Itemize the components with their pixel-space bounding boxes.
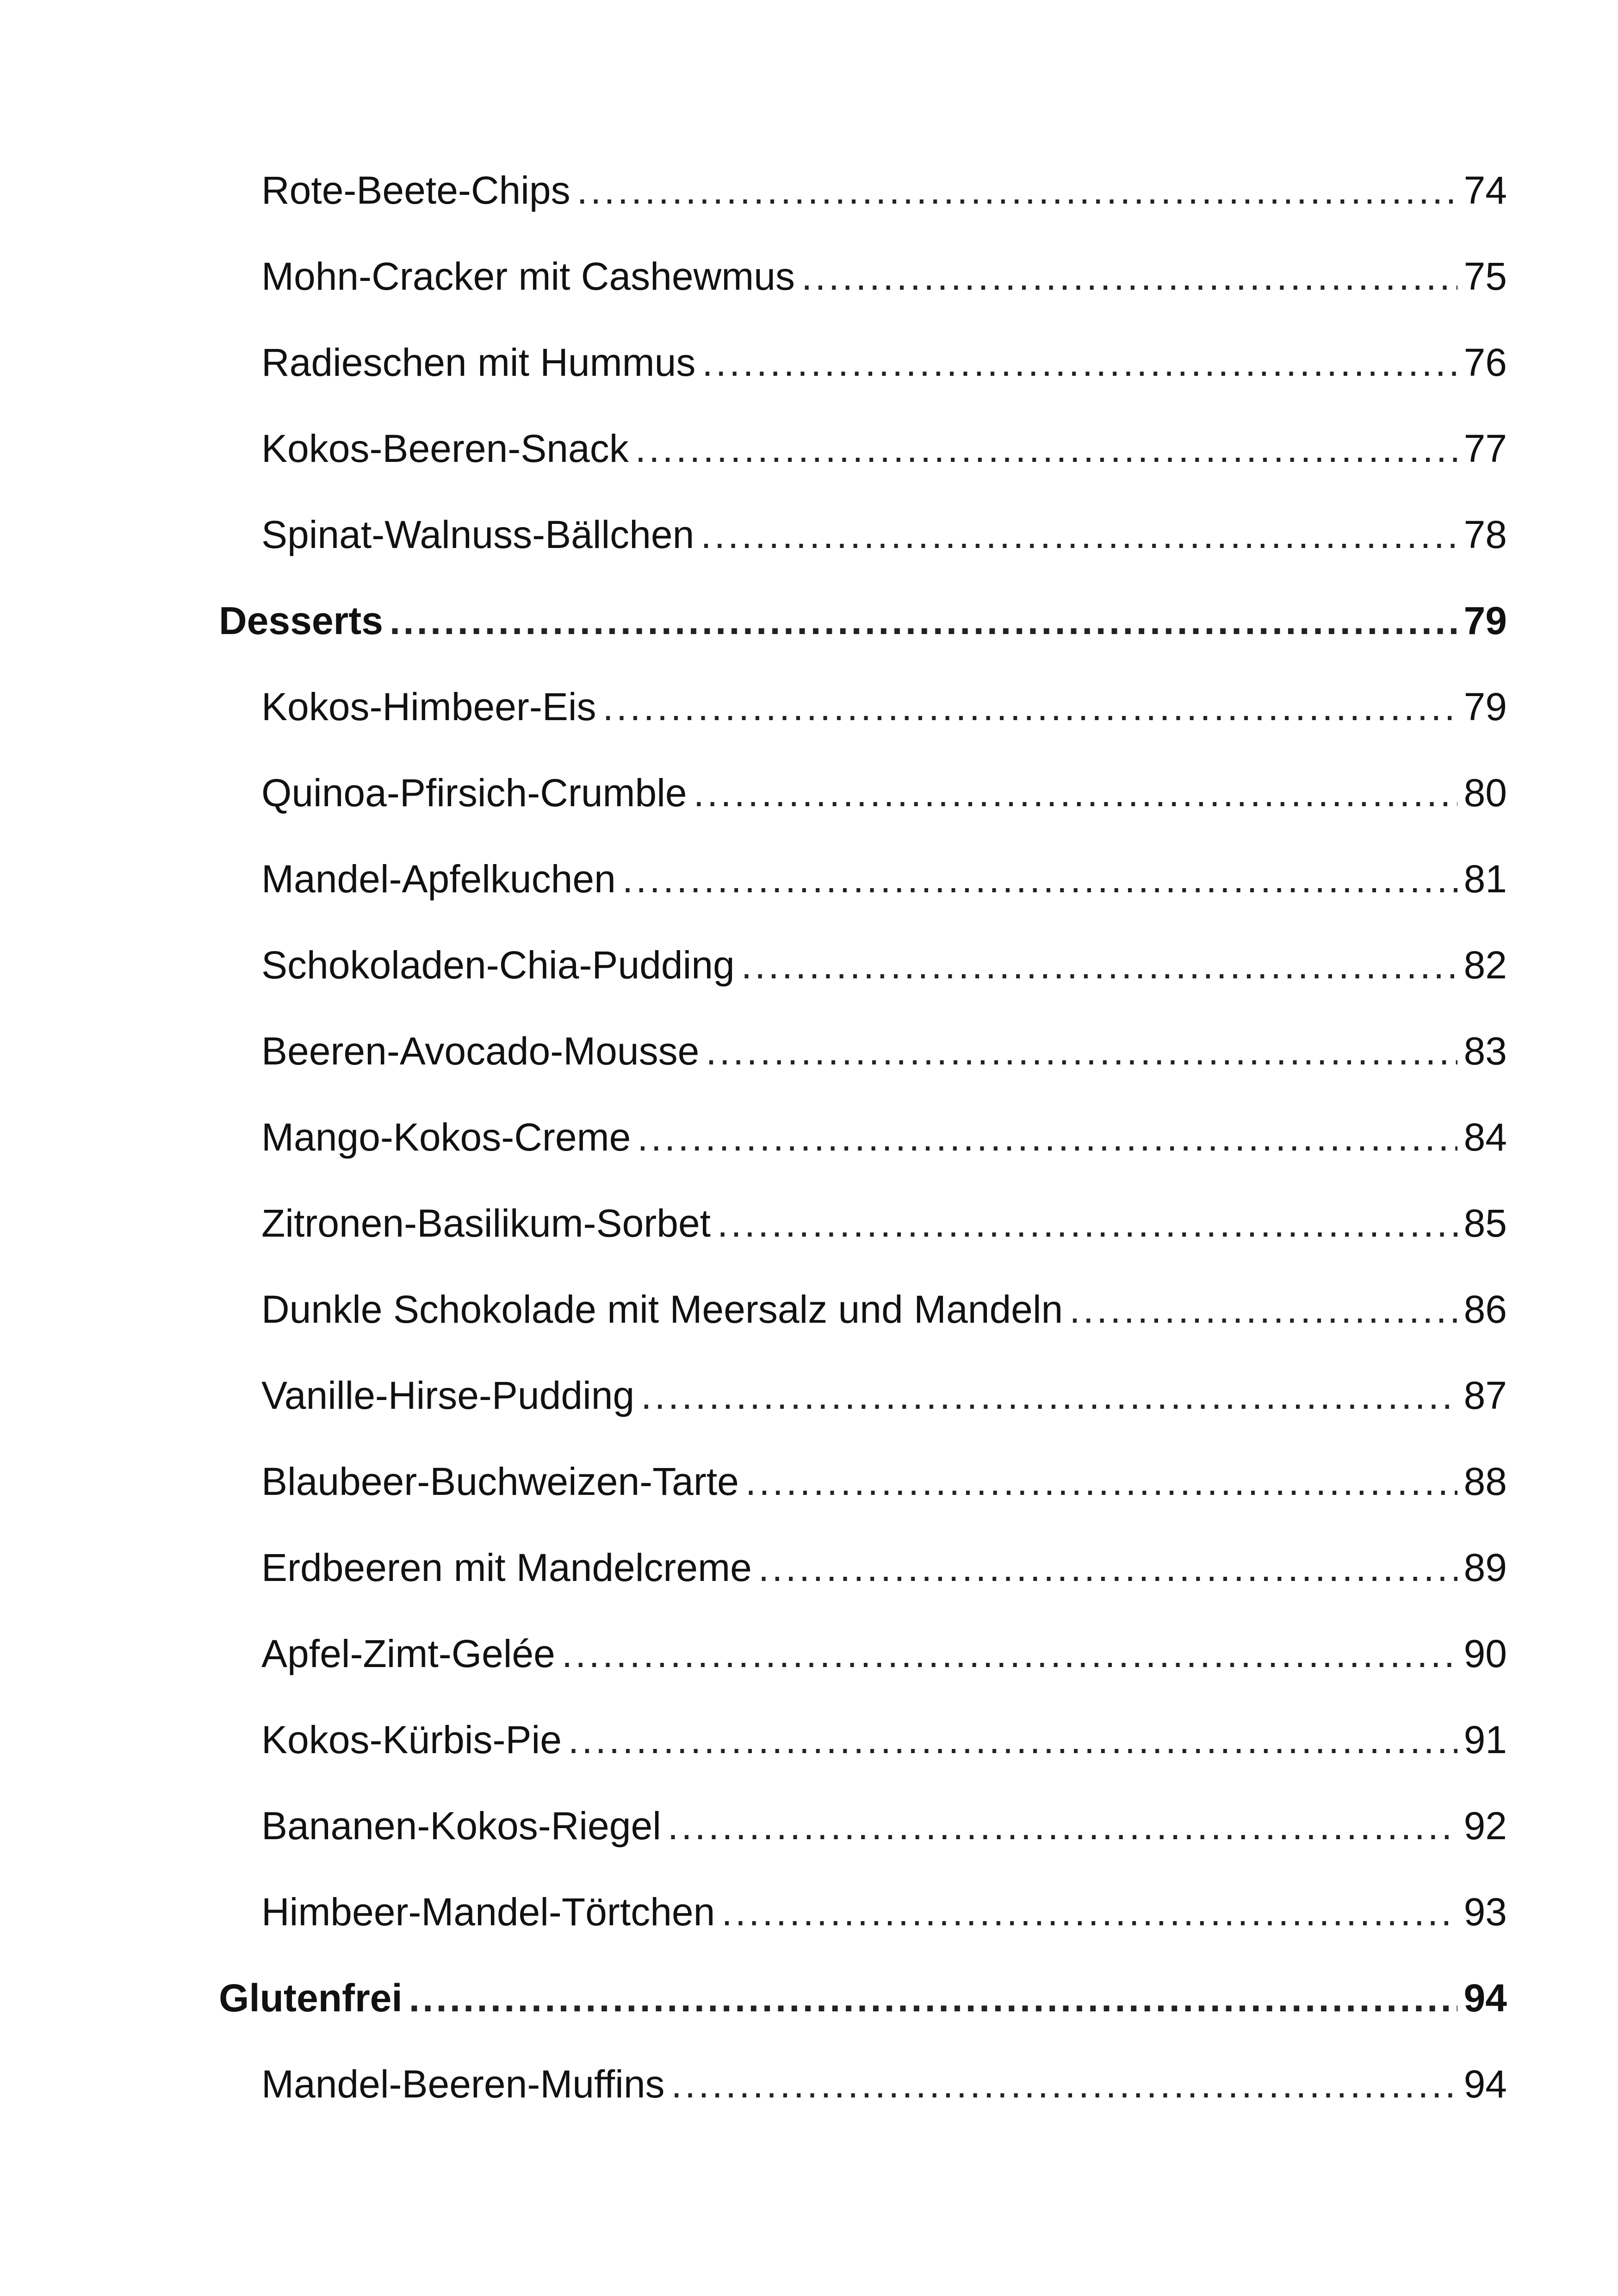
table-of-contents [0,147,1618,2127]
dot-leader [694,750,1457,836]
dot-leader [568,1697,1457,1783]
dot-leader [637,1094,1457,1180]
toc-entry-page-number: 87 [1463,1374,1507,1417]
toc-entry-title: Blaubeer-Buchweizen-Tarte [261,1460,739,1503]
toc-entry-beeren-avocado-mousse[interactable] [0,1008,1618,1094]
dot-leader [390,578,1457,664]
toc-section-title: Desserts [219,599,383,642]
toc-entry-kokos-himbeer-eis[interactable] [0,664,1618,750]
toc-entry-page-number: 89 [1463,1546,1507,1589]
toc-entry-himbeer-mandel-toertchen[interactable] [0,1869,1618,1955]
dot-leader [577,147,1457,233]
toc-entry-title: Mohn-Cracker mit Cashewmus [261,255,795,298]
toc-entry-page-number: 74 [1463,168,1507,212]
toc-entry-page-number: 75 [1463,255,1507,298]
toc-entry-bananen-kokos-riegel[interactable] [0,1783,1618,1869]
toc-entry-page-number: 84 [1463,1115,1507,1159]
dot-leader [745,1438,1457,1524]
dot-leader [622,836,1457,922]
toc-entry-page-number: 92 [1463,1804,1507,1848]
toc-entry-page-number: 77 [1463,427,1507,470]
dot-leader [721,1869,1457,1955]
toc-entry-page-number: 81 [1463,857,1507,901]
toc-entry-page-number: 90 [1463,1632,1507,1675]
toc-entry-title: Himbeer-Mandel-Törtchen [261,1890,715,1934]
dot-leader [668,1783,1457,1869]
toc-entry-title: Dunkle Schokolade mit Meersalz und Mandeln [261,1288,1063,1331]
toc-entry-title: Schokoladen-Chia-Pudding [261,943,735,987]
toc-entry-title: Bananen-Kokos-Riegel [261,1804,661,1848]
toc-entry-apfel-zimt-gelee[interactable] [0,1611,1618,1697]
dot-leader [701,492,1457,578]
toc-entry-title: Vanille-Hirse-Pudding [261,1374,635,1417]
toc-entry-dunkle-schokolade[interactable] [0,1266,1618,1352]
toc-entry-page-number: 94 [1463,2062,1507,2106]
toc-section-title: Glutenfrei [219,1976,403,2020]
toc-entry-page-number: 86 [1463,1288,1507,1331]
toc-entry-title: Kokos-Beeren-Snack [261,427,629,470]
toc-entry-mandel-apfelkuchen[interactable] [0,836,1618,922]
toc-entry-mango-kokos-creme[interactable] [0,1094,1618,1180]
toc-entry-page-number: 91 [1463,1718,1507,1761]
toc-entry-schokoladen-chia-pudding[interactable] [0,922,1618,1008]
toc-entry-blaubeer-buchweizen-tarte[interactable] [0,1438,1618,1524]
dot-leader [1069,1266,1457,1352]
dot-leader [758,1524,1457,1611]
toc-entry-kokos-beeren-snack[interactable] [0,405,1618,492]
toc-entry-page-number: 93 [1463,1890,1507,1934]
dot-leader [562,1611,1457,1697]
toc-entry-page-number: 88 [1463,1460,1507,1503]
toc-entry-page-number: 78 [1463,513,1507,556]
toc-entry-title: Mandel-Beeren-Muffins [261,2062,665,2106]
toc-entry-zitronen-basilikum-sorbet[interactable] [0,1180,1618,1266]
toc-entry-title: Rote-Beete-Chips [261,168,570,212]
dot-leader [409,1955,1457,2041]
toc-entry-radieschen-hummus[interactable] [0,319,1618,405]
toc-entry-title: Spinat-Walnuss-Bällchen [261,513,694,556]
dot-leader [635,405,1457,492]
dot-leader [603,664,1457,750]
toc-entry-vanille-hirse-pudding[interactable] [0,1352,1618,1438]
toc-section-glutenfrei[interactable] [0,1955,1618,2041]
dot-leader [741,922,1457,1008]
toc-entry-page-number: 79 [1463,685,1507,728]
toc-entry-page-number: 83 [1463,1029,1507,1073]
toc-entry-title: Kokos-Kürbis-Pie [261,1718,562,1761]
dot-leader [671,2041,1457,2127]
dot-leader [801,233,1457,319]
dot-leader [717,1180,1457,1266]
toc-entry-title: Mango-Kokos-Creme [261,1115,631,1159]
toc-entry-rote-beete-chips[interactable] [0,147,1618,233]
toc-entry-title: Radieschen mit Hummus [261,341,696,384]
toc-entry-title: Mandel-Apfelkuchen [261,857,616,901]
toc-entry-title: Kokos-Himbeer-Eis [261,685,596,728]
toc-section-page-number: 79 [1463,599,1507,642]
toc-entry-mohn-cracker[interactable] [0,233,1618,319]
toc-entry-title: Apfel-Zimt-Gelée [261,1632,555,1675]
toc-entry-title: Beeren-Avocado-Mousse [261,1029,700,1073]
toc-entry-page-number: 76 [1463,341,1507,384]
toc-entry-title: Quinoa-Pfirsich-Crumble [261,771,687,815]
toc-entry-erdbeeren-mandelcreme[interactable] [0,1524,1618,1611]
toc-entry-page-number: 80 [1463,771,1507,815]
toc-entry-title: Erdbeeren mit Mandelcreme [261,1546,752,1589]
dot-leader [641,1352,1457,1438]
toc-entry-title: Zitronen-Basilikum-Sorbet [261,1201,711,1245]
dot-leader [702,319,1457,405]
toc-entry-mandel-beeren-muffins[interactable] [0,2041,1618,2127]
toc-entry-spinat-walnuss-baellchen[interactable] [0,492,1618,578]
toc-entry-page-number: 82 [1463,943,1507,987]
toc-entry-page-number: 85 [1463,1201,1507,1245]
toc-entry-quinoa-pfirsich-crumble[interactable] [0,750,1618,836]
toc-section-page-number: 94 [1463,1976,1507,2020]
toc-entry-kokos-kuerbis-pie[interactable] [0,1697,1618,1783]
dot-leader [706,1008,1457,1094]
toc-section-desserts[interactable] [0,578,1618,664]
